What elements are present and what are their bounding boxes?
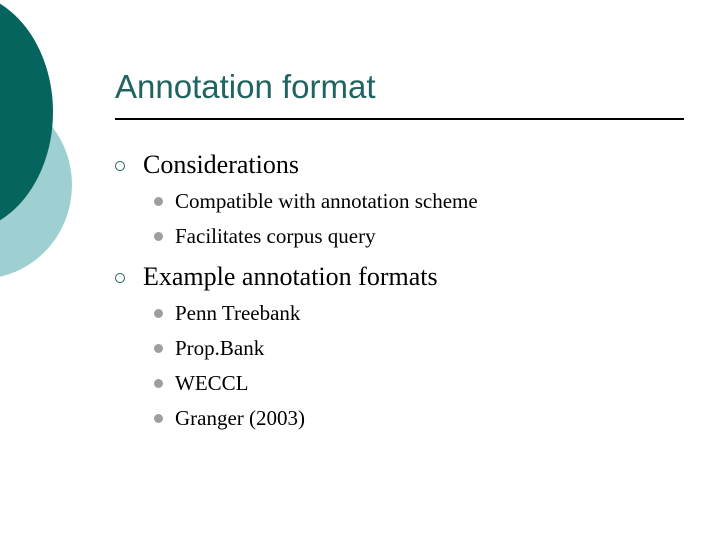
sub-bullet-weccl xyxy=(115,366,478,401)
sub-bullet-text: Prop.Bank xyxy=(175,336,265,360)
bullet-text: Considerations xyxy=(143,150,299,179)
filled-circle-bullet-icon xyxy=(154,414,163,423)
bullet-list xyxy=(115,148,478,436)
sub-bullet-text: Facilitates corpus query xyxy=(175,224,376,248)
title-underline xyxy=(115,118,684,120)
filled-circle-bullet-icon xyxy=(154,344,163,353)
sub-bullet-list xyxy=(115,296,478,436)
sub-bullet-facilitates xyxy=(115,219,478,254)
bullet-group-considerations xyxy=(115,148,478,254)
filled-circle-bullet-icon xyxy=(154,232,163,241)
sub-bullet-compatible xyxy=(115,184,478,219)
decorative-circles xyxy=(0,0,80,290)
bullet-considerations xyxy=(115,148,478,182)
sub-bullet-text: WECCL xyxy=(175,371,249,395)
filled-circle-bullet-icon xyxy=(154,309,163,318)
sub-bullet-text: Granger (2003) xyxy=(175,406,306,430)
filled-circle-bullet-icon xyxy=(154,197,163,206)
sub-bullet-propbank xyxy=(115,331,478,366)
sub-bullet-granger xyxy=(115,401,478,436)
sub-bullet-list xyxy=(115,184,478,254)
sub-bullet-text: Penn Treebank xyxy=(175,301,301,325)
sub-bullet-penn-treebank xyxy=(115,296,478,331)
slide-title: Annotation format xyxy=(115,68,376,105)
bullet-example-formats xyxy=(115,260,478,294)
bullet-text: Example annotation formats xyxy=(143,262,438,291)
filled-circle-bullet-icon xyxy=(154,379,163,388)
sub-bullet-text: Compatible with annotation scheme xyxy=(175,189,478,213)
bullet-group-example-formats xyxy=(115,260,478,436)
hollow-circle-bullet-icon xyxy=(115,273,125,283)
hollow-circle-bullet-icon xyxy=(115,161,125,171)
